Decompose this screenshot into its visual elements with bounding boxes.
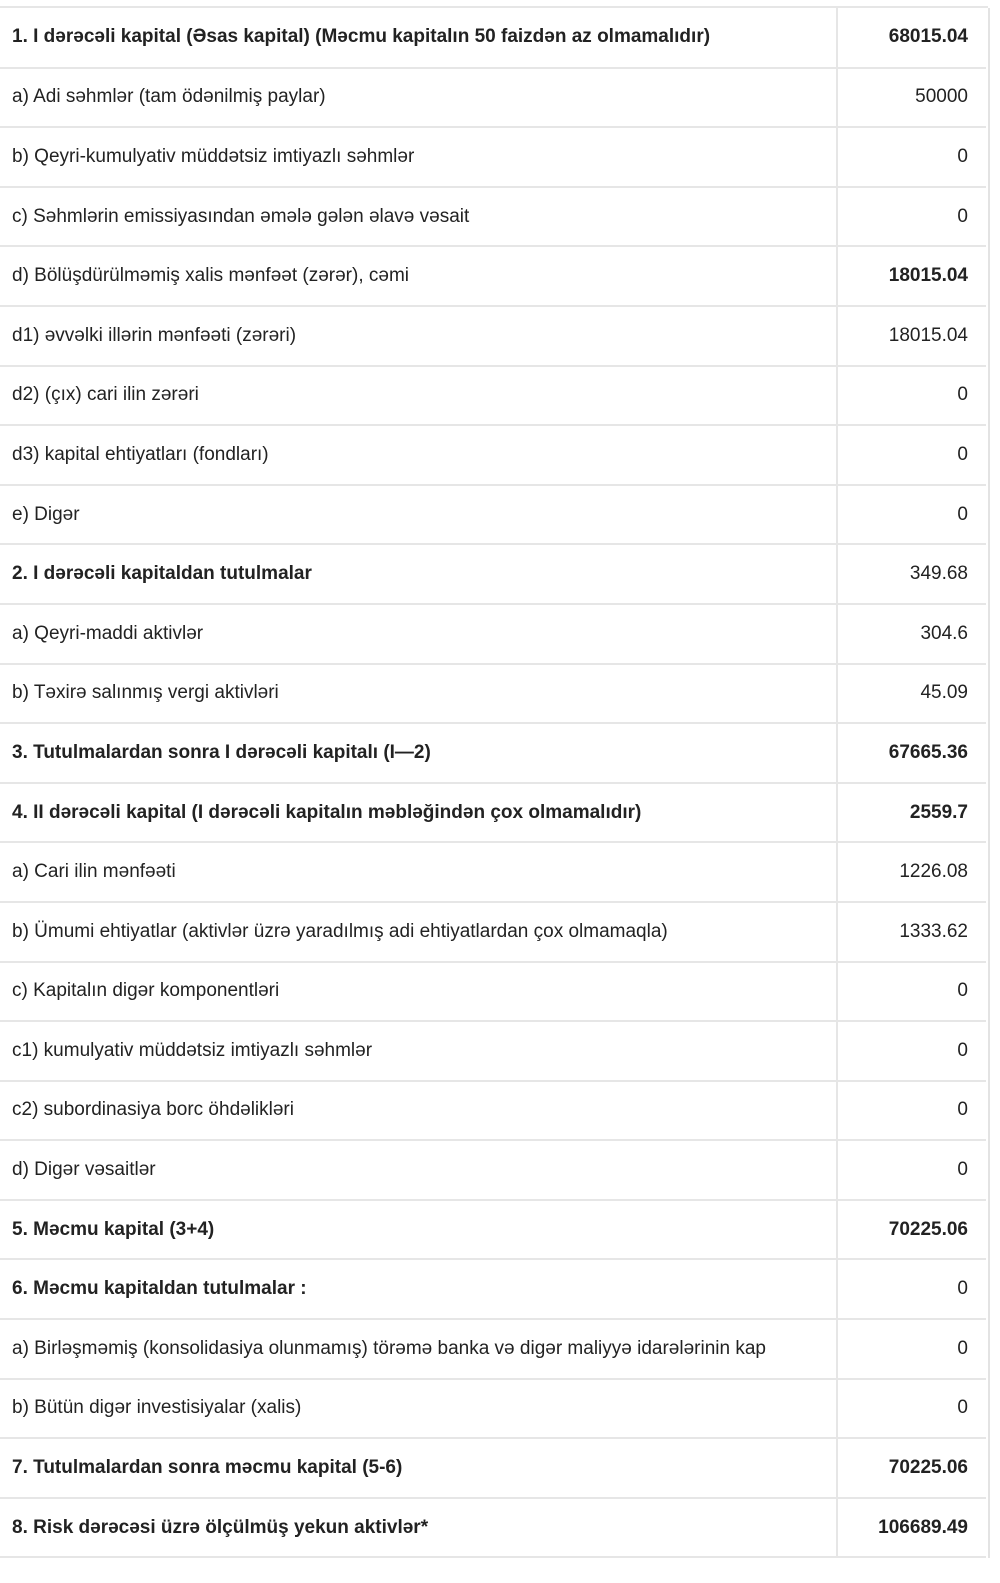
row-label: a) Cari ilin mənfəəti [0,842,837,902]
row-label: 5. Məcmu kapital (3+4) [0,1200,837,1260]
row-label: b) Bütün digər investisiyalar (xalis) [0,1379,837,1439]
table-row [0,1200,986,1260]
table-row [0,246,986,306]
row-label: d3) kapital ehtiyatları (fondları) [0,425,837,485]
table-row [0,842,986,902]
row-value: 1226.08 [837,842,986,902]
table-row [0,306,986,366]
row-label: 4. II dərəcəli kapital (I dərəcəli kapitalın məbləğindən çox olmamalıdır) [0,783,837,843]
row-value: 0 [837,1081,986,1141]
row-label: d) Bölüşdürülməmiş xalis mənfəət (zərər), cəmi [0,246,837,306]
row-label: d) Digər vəsaitlər [0,1140,837,1200]
row-value: 106689.49 [837,1498,986,1558]
capital-table [0,8,986,1558]
table-row [0,1319,986,1379]
row-label: a) Adi səhmlər (tam ödənilmiş paylar) [0,68,837,128]
capital-table-container [0,8,990,1558]
table-top-border [0,0,988,8]
row-label: a) Birləşməmiş (konsolidasiya olunmamış) törəmə banka və digər maliyyə idarələrinin kap [0,1319,837,1379]
row-value: 70225.06 [837,1438,986,1498]
row-label: c) Kapitalın digər komponentləri [0,962,837,1022]
row-label: e) Digər [0,485,837,545]
table-row [0,68,986,128]
table-row [0,1438,986,1498]
table-row [0,1140,986,1200]
table-row [0,1379,986,1439]
row-label: 6. Məcmu kapitaldan tutulmalar : [0,1259,837,1319]
row-value: 67665.36 [837,723,986,783]
row-value: 68015.04 [837,8,986,68]
row-value: 0 [837,187,986,247]
row-label: a) Qeyri-maddi aktivlər [0,604,837,664]
row-label: 8. Risk dərəcəsi üzrə ölçülmüş yekun aktivlər* [0,1498,837,1558]
table-row [0,1498,986,1558]
row-label: c2) subordinasiya borc öhdəlikləri [0,1081,837,1141]
table-row [0,1259,986,1319]
row-label: d1) əvvəlki illərin mənfəəti (zərəri) [0,306,837,366]
table-row [0,783,986,843]
row-value: 18015.04 [837,306,986,366]
row-label: 2. I dərəcəli kapitaldan tutulmalar [0,544,837,604]
row-label: c) Səhmlərin emissiyasından əmələ gələn əlavə vəsait [0,187,837,247]
row-value: 18015.04 [837,246,986,306]
row-label: d2) (çıx) cari ilin zərəri [0,366,837,426]
row-value: 50000 [837,68,986,128]
table-row [0,485,986,545]
row-value: 0 [837,1319,986,1379]
table-row [0,366,986,426]
table-row [0,544,986,604]
row-value: 0 [837,1021,986,1081]
row-label: c1) kumulyativ müddətsiz imtiyazlı səhmlər [0,1021,837,1081]
row-label: 3. Tutulmalardan sonra I dərəcəli kapitalı (I—2) [0,723,837,783]
row-label: 7. Tutulmalardan sonra məcmu kapital (5-6) [0,1438,837,1498]
table-row [0,187,986,247]
table-row [0,604,986,664]
row-label: b) Ümumi ehtiyatlar (aktivlər üzrə yaradılmış adi ehtiyatlardan çox olmamaqla) [0,902,837,962]
table-row [0,1081,986,1141]
row-value: 0 [837,962,986,1022]
table-row [0,664,986,724]
row-value: 0 [837,425,986,485]
table-row [0,1021,986,1081]
row-value: 0 [837,127,986,187]
row-value: 70225.06 [837,1200,986,1260]
row-value: 0 [837,485,986,545]
row-label: 1. I dərəcəli kapital (Əsas kapital) (Məcmu kapitalın 50 faizdən az olmamalıdır) [0,8,837,68]
capital-table-body [0,8,986,1557]
table-row [0,8,986,68]
row-value: 45.09 [837,664,986,724]
row-value: 2559.7 [837,783,986,843]
row-label: b) Təxirə salınmış vergi aktivləri [0,664,837,724]
row-value: 349.68 [837,544,986,604]
row-value: 0 [837,1140,986,1200]
table-row [0,127,986,187]
row-value: 0 [837,1259,986,1319]
table-row [0,902,986,962]
table-row [0,962,986,1022]
row-value: 304.6 [837,604,986,664]
table-row [0,723,986,783]
row-label: b) Qeyri-kumulyativ müddətsiz imtiyazlı səhmlər [0,127,837,187]
row-value: 0 [837,366,986,426]
row-value: 1333.62 [837,902,986,962]
table-row [0,425,986,485]
row-value: 0 [837,1379,986,1439]
